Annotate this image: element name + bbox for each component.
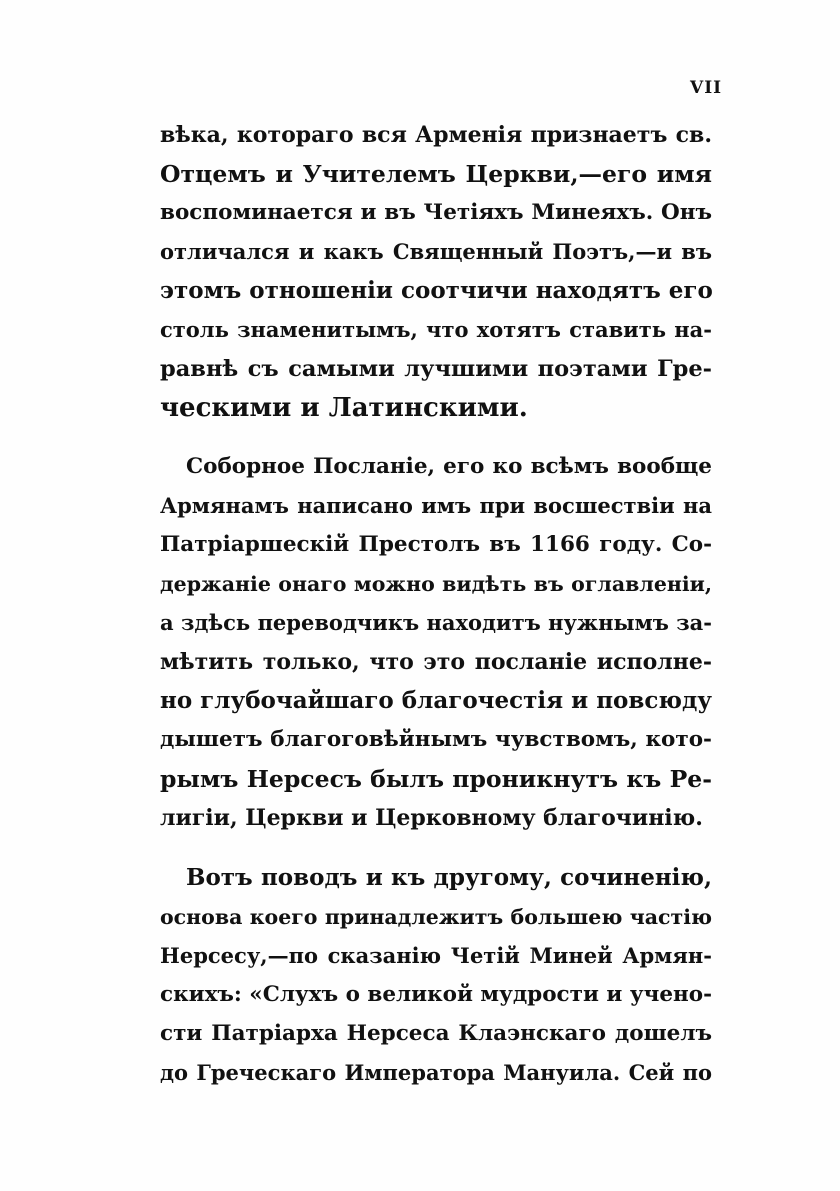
text-line: основа коего принадлежитъ большею частію bbox=[160, 905, 712, 929]
text-line: Отцемъ и Учителемъ Церкви,—его имя bbox=[160, 160, 712, 188]
text-line: дышетъ благоговѣйнымъ чувствомъ, кото- bbox=[160, 727, 712, 752]
text-line: Вотъ поводъ и къ другому, сочиненію, bbox=[186, 864, 712, 891]
text-line: ческими и Латинскими. bbox=[160, 393, 528, 423]
text-line: Патріаршескій Престолъ въ 1166 году. Со- bbox=[160, 532, 712, 557]
text-line: воспоминается и въ Четіяхъ Минеяхъ. Онъ bbox=[160, 200, 712, 225]
text-line: но глубочайшаго благочестія и повсюду bbox=[160, 687, 712, 714]
text-line: до Греческаго Императора Мануила. Сей по bbox=[160, 1060, 712, 1085]
text-line: Армянамъ написано имъ при восшествіи на bbox=[160, 493, 712, 518]
page-number: VII bbox=[690, 78, 723, 98]
text-line: сти Патріарха Нерсеса Клаэнскаго дошелъ bbox=[160, 1021, 712, 1046]
text-line: лигіи, Церкви и Церковному благочинію. bbox=[160, 805, 703, 831]
text-line: скихъ: «Слухъ о великой мудрости и учено- bbox=[160, 982, 713, 1007]
text-line: держаніе онаго можно видѣть въ оглавленіи, bbox=[160, 572, 712, 596]
text-line: мѣтить только, что это посланіе исполне- bbox=[160, 649, 712, 675]
text-line: столь знаменитымъ, что хотятъ ставить на- bbox=[160, 317, 712, 342]
text-line: Нерсесу,—по сказанію Четій Миней Армян- bbox=[160, 943, 712, 968]
text-line: рымъ Нерсесъ былъ проникнутъ къ Ре- bbox=[160, 765, 712, 793]
text-line: вѣка, котораго вся Арменія признаетъ св. bbox=[160, 122, 712, 148]
text-line: Соборное Посланіе, его ко всѣмъ вообще bbox=[186, 454, 712, 479]
text-line: отличался и какъ Священный Поэтъ,—и въ bbox=[160, 239, 712, 264]
text-line: а здѣсь переводчикъ находитъ нужнымъ за- bbox=[160, 610, 712, 635]
text-line: равнѣ съ самыми лучшими поэтами Гре- bbox=[160, 356, 712, 382]
text-line: этомъ отношеніи соотчичи находятъ его bbox=[160, 277, 713, 304]
